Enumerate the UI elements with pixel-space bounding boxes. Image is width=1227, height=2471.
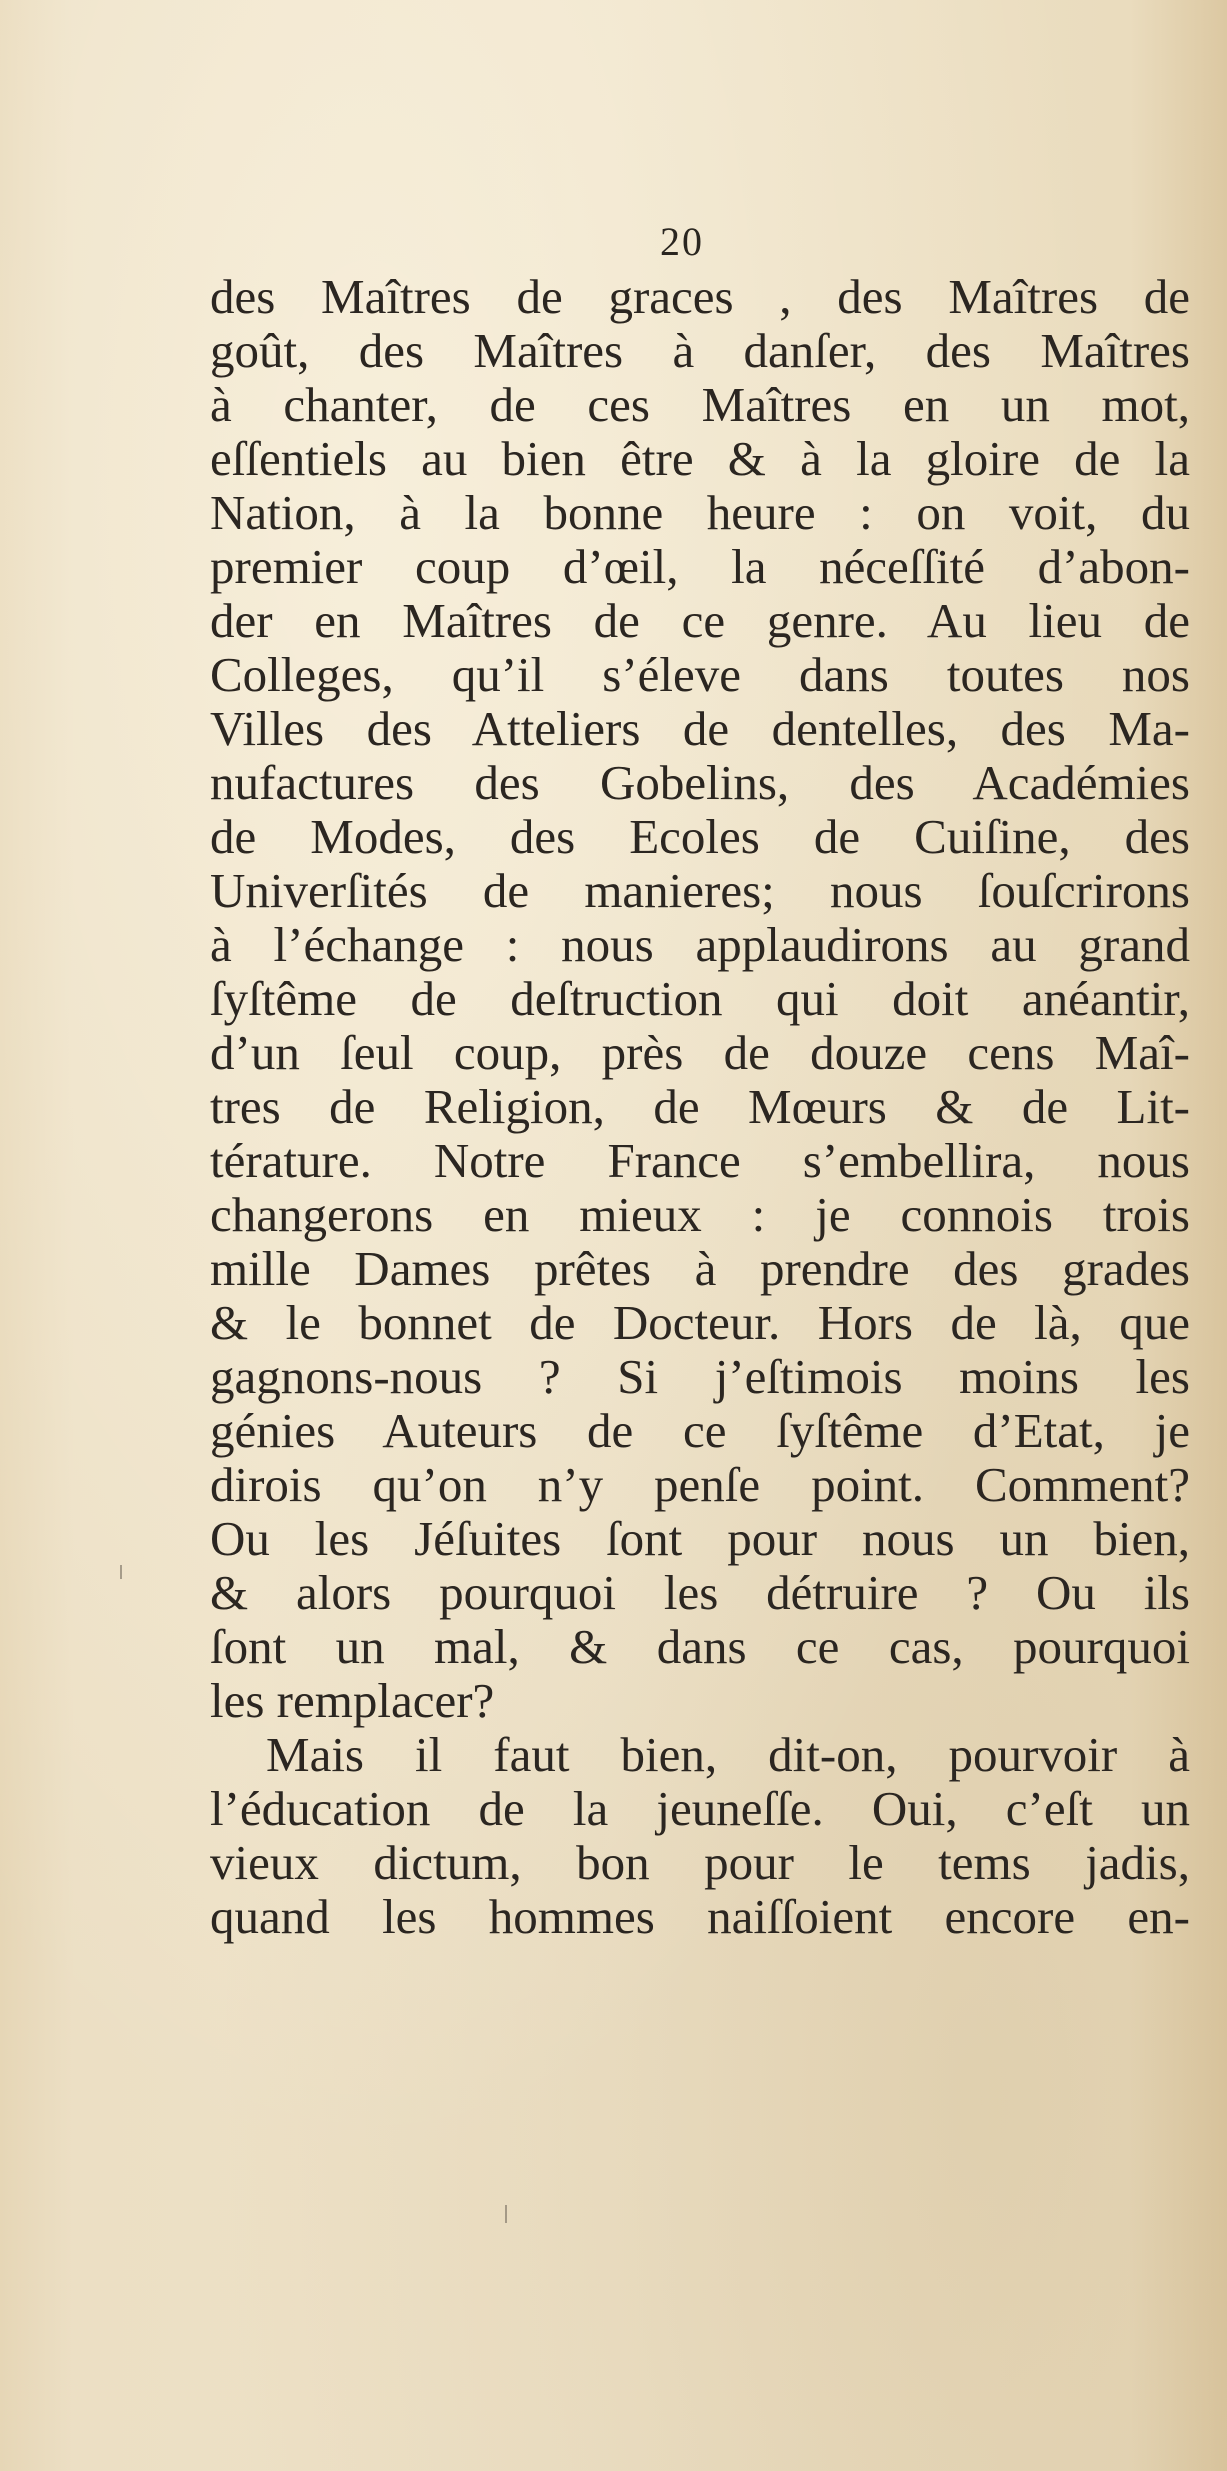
text-line: Colleges, qu’il s’éleve dans toutes nos bbox=[210, 647, 1190, 702]
text-line: eſſentiels au bien être & à la gloire de la bbox=[210, 431, 1190, 486]
text-line: Villes des Atteliers de dentelles, des Ma- bbox=[210, 701, 1190, 756]
text-line: tres de Religion, de Mœurs & de Lit- bbox=[210, 1079, 1190, 1134]
text-line: vieux dictum, bon pour le tems jadis, bbox=[210, 1835, 1190, 1890]
page-number: 20 bbox=[660, 219, 704, 264]
text-line: de Modes, des Ecoles de Cuiſine, des bbox=[210, 809, 1190, 864]
text-line: d’un ſeul coup, près de douze cens Maî- bbox=[210, 1025, 1190, 1080]
text-line: l’éducation de la jeuneſſe. Oui, c’eſt un bbox=[210, 1781, 1190, 1836]
text-line: & alors pourquoi les détruire ? Ou ils bbox=[210, 1565, 1190, 1620]
paper-speck bbox=[120, 1565, 122, 1579]
text-line: ſont un mal, & dans ce cas, pourquoi bbox=[210, 1619, 1190, 1674]
text-line: changerons en mieux : je connois trois bbox=[210, 1187, 1190, 1242]
text-line: à chanter, de ces Maîtres en un mot, bbox=[210, 377, 1190, 432]
text-line: mille Dames prêtes à prendre des grades bbox=[210, 1241, 1190, 1296]
text-line: quand les hommes naiſſoient encore en- bbox=[210, 1889, 1190, 1944]
text-line: des Maîtres de graces , des Maîtres de bbox=[210, 269, 1190, 324]
text-line: goût, des Maîtres à danſer, des Maîtres bbox=[210, 323, 1190, 378]
text-line: Ou les Jéſuites ſont pour nous un bien, bbox=[210, 1511, 1190, 1566]
paragraph-start-line: Mais il faut bien, dit-on, pourvoir à bbox=[266, 1727, 1190, 1782]
text-line: gagnons-nous ? Si j’eſtimois moins les bbox=[210, 1349, 1190, 1404]
text-line: Univerſités de manieres; nous ſouſcrirons bbox=[210, 863, 1190, 918]
body-text bbox=[210, 270, 1190, 1944]
text-line: à l’échange : nous applaudirons au grand bbox=[210, 917, 1190, 972]
text-line: génies Auteurs de ce ſyſtême d’Etat, je bbox=[210, 1403, 1190, 1458]
text-line: ſyſtême de deſtruction qui doit anéantir, bbox=[210, 971, 1190, 1026]
paragraph-end-line: les remplacer? bbox=[210, 1673, 495, 1728]
text-line: térature. Notre France s’embellira, nous bbox=[210, 1133, 1190, 1188]
paper-speck bbox=[505, 2205, 507, 2223]
text-line: nufactures des Gobelins, des Académies bbox=[210, 755, 1190, 810]
text-line: der en Maîtres de ce genre. Au lieu de bbox=[210, 593, 1190, 648]
text-line: dirois qu’on n’y penſe point. Comment? bbox=[210, 1457, 1190, 1512]
text-line: Nation, à la bonne heure : on voit, du bbox=[210, 485, 1190, 540]
text-line: & le bonnet de Docteur. Hors de là, que bbox=[210, 1295, 1190, 1350]
text-line: premier coup d’œil, la néceſſité d’abon- bbox=[210, 539, 1190, 594]
